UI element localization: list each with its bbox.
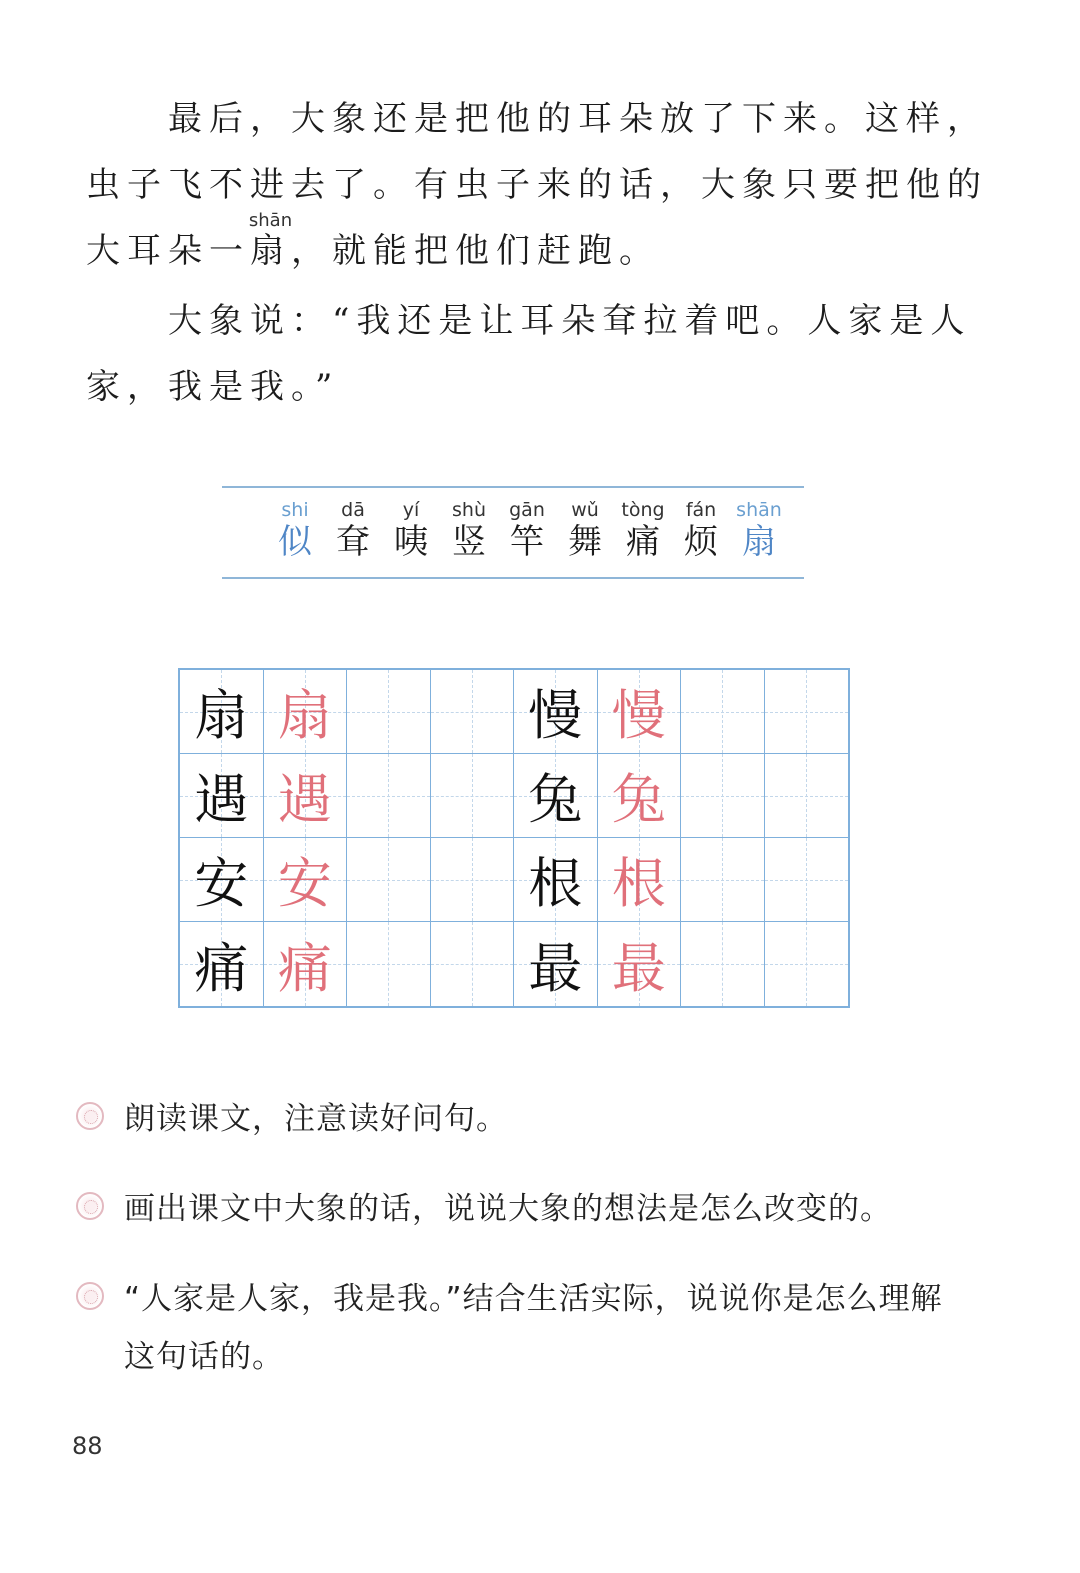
page-number: 88 [72,1432,103,1460]
blank-practice-cell [431,754,515,838]
model-character-cell [514,838,598,922]
trace-character-cell [598,670,682,754]
grid-character: 扇 [194,684,249,747]
writing-grid [178,668,850,1008]
pinyin: dā [341,499,365,521]
grid-character: 根 [528,852,583,915]
trace-character-cell [264,754,348,838]
grid-character: 慢 [611,684,666,747]
blank-practice-cell [681,922,765,1006]
exercise-item [76,1180,954,1238]
trace-character-cell [598,754,682,838]
new-character [266,498,324,562]
blank-practice-cell [765,838,849,922]
model-character-cell [180,754,264,838]
story-text: 大耳朵一 [86,231,250,271]
story-line [86,210,660,284]
pinyin: wǔ [571,499,599,521]
new-character [498,498,556,562]
trace-character-cell [264,670,348,754]
story-line: 家，我是我。” [86,367,340,407]
character: 竿 [510,522,544,562]
new-characters-band [222,486,804,580]
new-character [730,498,788,562]
model-character-cell [514,922,598,1006]
model-character-cell [514,754,598,838]
grid-character: 痛 [277,936,332,1000]
exercise-item [76,1270,954,1386]
model-character-cell [514,670,598,754]
character: 扇 [742,522,776,562]
annotated-char [248,210,293,284]
grid-character: 遇 [194,768,249,831]
grid-character: 遇 [277,768,332,831]
exercise-item [76,1090,954,1148]
pinyin: shi [281,499,309,521]
blank-practice-cell [765,754,849,838]
character: 舞 [568,522,602,562]
pinyin: yí [402,499,420,521]
blank-practice-cell [347,922,431,1006]
character: 痛 [626,522,660,562]
blank-practice-cell [431,922,515,1006]
character: 咦 [394,522,428,562]
grid-character: 扇 [277,684,332,747]
model-character-cell [180,922,264,1006]
grid-character: 慢 [528,684,583,747]
exercise-icon [76,1192,104,1220]
pinyin: shān [736,499,782,521]
model-character-cell [180,838,264,922]
exercise-icon [76,1102,104,1130]
new-characters-list [266,498,788,562]
blank-practice-cell [681,754,765,838]
pinyin-annotation: shān [248,210,293,231]
story-line: 虫子飞不进去了。有虫子来的话，大象只要把他的 [86,165,988,205]
story-line: 最后，大象还是把他的耳朵放了下来。这样， [86,99,988,139]
pinyin: tòng [621,499,665,521]
blank-practice-cell [431,838,515,922]
blank-practice-cell [681,838,765,922]
exercise-text: 画出课文中大象的话，说说大象的想法是怎么改变的。 [124,1191,892,1227]
character: 似 [278,522,312,562]
new-character [324,498,382,562]
model-character-cell [180,670,264,754]
exercise-icon [76,1282,104,1310]
blank-practice-cell [765,922,849,1006]
annotated-char-text: 扇 [250,231,291,271]
story-line: 大象说：“我还是让耳朵耷拉着吧。人家是人 [86,301,972,341]
grid-character: 兔 [611,768,666,831]
character: 烦 [684,522,718,562]
divider [222,486,804,488]
pinyin: fán [685,499,717,521]
grid-character: 最 [611,936,666,1000]
grid-character: 安 [277,852,332,915]
grid-character: 最 [528,936,583,1000]
new-character [672,498,730,562]
new-character [556,498,614,562]
blank-practice-cell [347,838,431,922]
grid-character: 安 [194,852,249,915]
blank-practice-cell [431,670,515,754]
exercise-text: 朗读课文，注意读好问句。 [124,1101,508,1137]
new-character [614,498,672,562]
character: 耷 [336,522,370,562]
exercise-text: “人家是人家，我是我。”结合生活实际，说说你是怎么理解这句话的。 [124,1281,943,1375]
grid-character: 根 [611,852,666,915]
blank-practice-cell [347,754,431,838]
pinyin: gān [509,499,545,521]
trace-character-cell [598,838,682,922]
trace-character-cell [598,922,682,1006]
divider [222,577,804,579]
new-character [382,498,440,562]
grid-character: 兔 [528,768,583,831]
trace-character-cell [264,922,348,1006]
blank-practice-cell [347,670,431,754]
trace-character-cell [264,838,348,922]
story-text: ，就能把他们赶跑。 [291,231,660,271]
grid-character: 痛 [194,936,249,1000]
blank-practice-cell [765,670,849,754]
new-character [440,498,498,562]
character: 竖 [452,522,486,562]
blank-practice-cell [681,670,765,754]
pinyin: shù [452,499,486,521]
